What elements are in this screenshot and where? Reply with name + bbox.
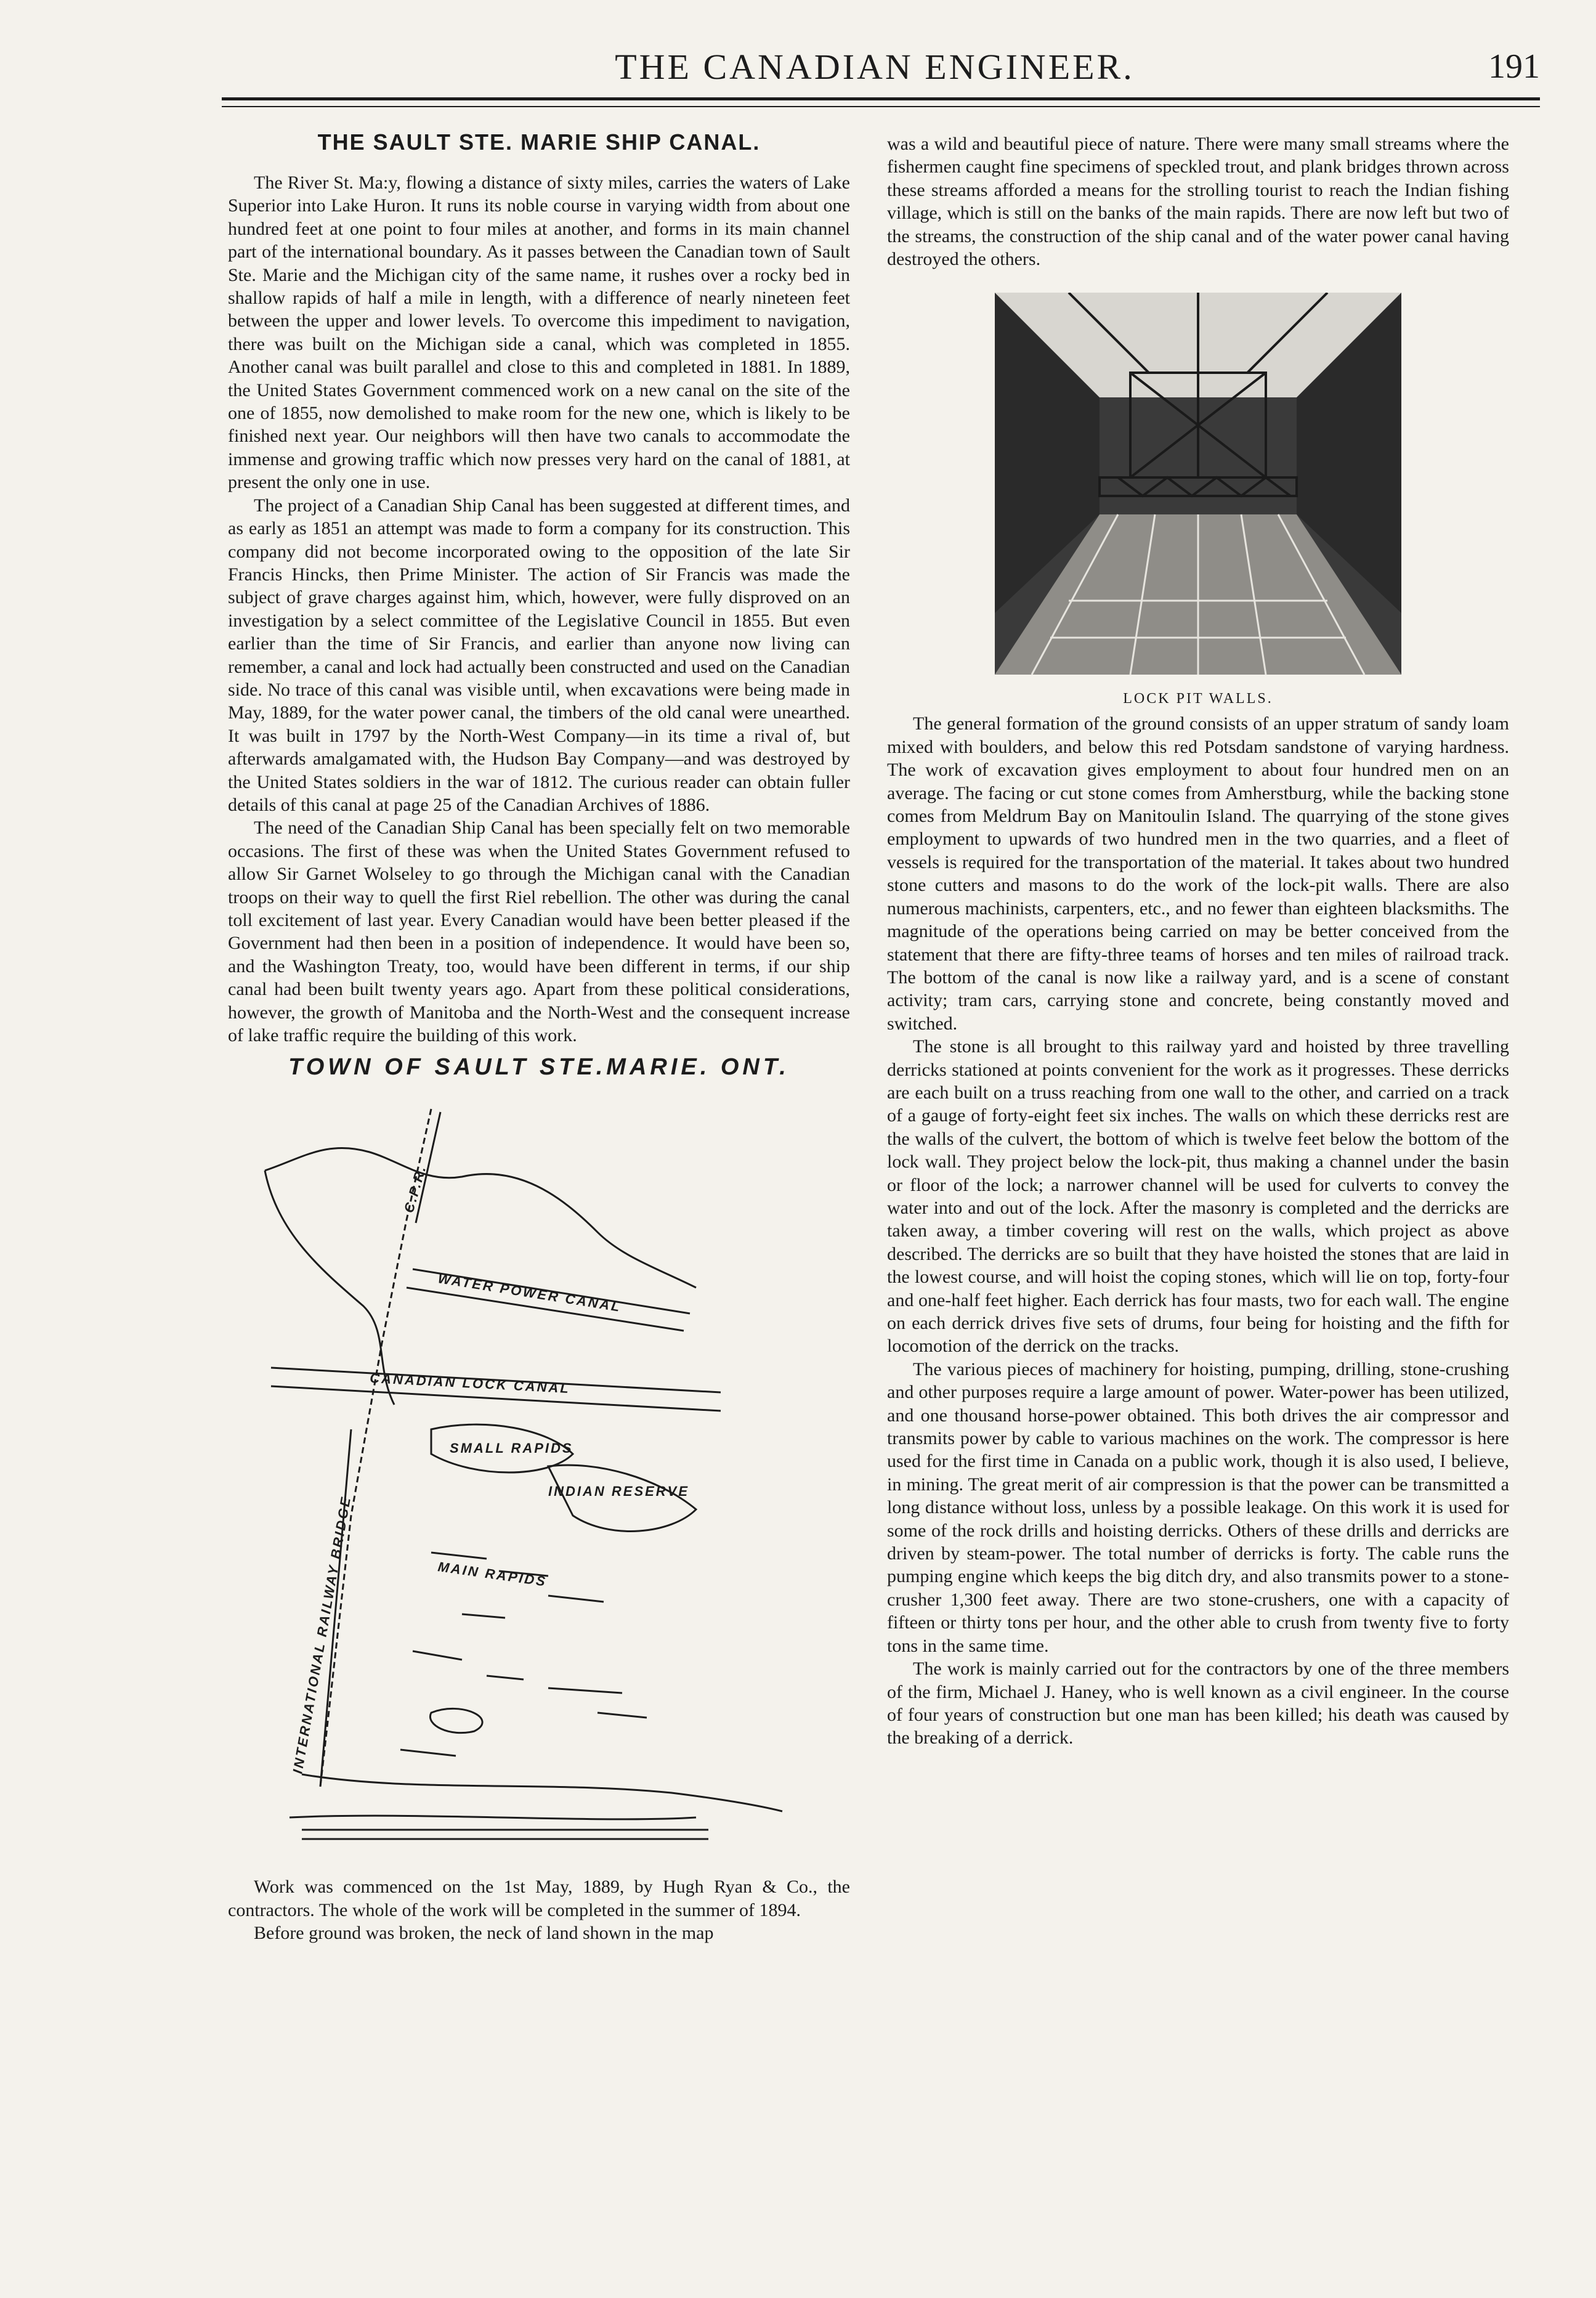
running-title: THE CANADIAN ENGINEER. xyxy=(615,46,1135,87)
header-rule-thin xyxy=(222,106,1540,107)
map-title: TOWN OF SAULT STE.MARIE. ONT. xyxy=(288,1054,790,1081)
map-label-canadian-canal: CANADIAN LOCK CANAL xyxy=(369,1370,571,1397)
map-label-water-power-canal: WATER POWER CANAL xyxy=(437,1270,623,1315)
lock-pit-photo-figure xyxy=(995,293,1401,707)
photo-caption: LOCK PIT WALLS. xyxy=(1123,691,1273,707)
paragraph-contractors: The work is mainly carried out for the contractors by one of the three members of the firm, Michael J. Haney, who is well known as a civil engineer. In the course of four years of construction but one man has been killed; his death was caused by the breaking of a derrick. xyxy=(887,1659,1509,1748)
page-number: 191 xyxy=(1488,47,1540,86)
town-map-figure xyxy=(228,1054,850,1867)
paragraph-work-commenced: Work was commenced on the 1st May, 1889, by Hugh Ryan & Co., the contractors. The whole of the work will be completed in the summer of 1894. xyxy=(228,1877,850,1920)
paragraph-ground-formation: The general formation of the ground consists of an upper stratum of sandy loam mixed with boulders, and below this red Potsdam sandstone of varying hardness. The work of excavation gives employment to about four hundred men on an average. The facing or cut stone comes from Amherstburg, while the backing stone comes from Meldrum Bay on Manitoulin Island. The quarrying of the stone gives employment to upwards of two hundred men in the two quarries, and a fleet of vessels is required for the transportation of the material. It takes about two hundred stone cutters and masons to do the work of the lock-pit walls. There are also numerous machinists, carpenters, etc., and no fewer than eighteen blacksmiths. The magnitude of the operations being carried on may be better conceived from the statement that there are fifty-three teams of horses and ten miles of railroad track. The bottom of the canal is now like a railway yard, and is a scene of constant activity; tram cars, carrying stone and concrete, being constantly moved and switched. xyxy=(887,713,1509,1034)
right-column xyxy=(887,132,1509,1750)
paragraph-canadian-project: The project of a Canadian Ship Canal has been suggested at different times, and as early as 1851 an attempt was made to form a company for its construction. This company did not become incorporated owing to the opposition of the late Sir Francis Hincks, then Prime Minister. The action of Sir Francis was made the subject of grave charges against him, which, however, were fully disproved on an investigation by a select committee of the Legislative Council in 1855. But even earlier than the time of Sir Francis, and earlier than anyone now living can remember, a canal and lock had actually been constructed and used on the Canadian side. No trace of this canal was visible until, when excavations were being made in May, 1889, for the water power canal, the timbers of the old canal were unearthed. It was built in 1797 by the North-West Company—in its time a rival of, but afterwards amalgamated with, the Hudson Bay Company—and was destroyed by the United States soldiers in the war of 1812. The curious reader can obtain fuller details of this canal at page 25 of the Canadian Archives of 1886. xyxy=(228,495,850,815)
paragraph-machinery: The various pieces of machinery for hoisting, pumping, drilling, stone-crushing and other purposes require a large amount of power. Water-power has been utilized, and one thousand horse-power obtained. This both drives the air compressor and transmits power by cable to various machines on the work. The compressor is here used for the first time in Canada on a public work, though it is also used, I believe, in mining. The great merit of air compression is that the power can be transmitted a long distance without loss, unless by a possible leakage. On this work it is used for some of the rock drills and hoisting derricks. Others of these drills and derricks are driven by steam-power. The total number of derricks is forty. The cable runs the pumping engine which keeps the big ditch dry, and also transmits power to a stone-crusher 1,300 feet away. There are two stone-crushers, one with a capacity of fifteen or thirty tons per hour, and the other able to crush from twenty five to forty tons in the same time. xyxy=(887,1358,1509,1656)
town-map-drawing xyxy=(228,1084,850,1867)
map-label-railway: C.P.R. xyxy=(400,1163,429,1215)
map-shoreline-north xyxy=(265,1148,696,1288)
paragraph-before-ground: Before ground was broken, the neck of land shown in the map xyxy=(254,1923,714,1944)
article-title: THE SAULT STE. MARIE SHIP CANAL. xyxy=(317,129,761,155)
paragraph-derricks: The stone is all brought to this railway yard and hoisted by three travelling derricks stationed at points convenient for the work as it progresses. These derricks are each built on a truss reaching from one wall to the other, and carried on a track of a gauge of forty-eight feet six inches. The walls on which these derricks rest are the walls of the culvert, the bottom of which is twelve feet below the bottom of the lock wall. They project below the lock-pit, thus making a channel under the basin or floor of the lock; a narrower channel will be used for culverts to convey the water into and out of the lock. After the masonry is completed and the derricks are taken away, a timber covering will rest on the walls, which project as above described. The derricks are so built that they have hoisted the stones that are laid in the lowest course, and will hoist the coping stones, which will lie on top, forty-four and one-half feet higher. Each derrick has four masts, two for each wall. The engine on each derrick drives five sets of drums, four being for hoisting and the fifth for locomotion of the derrick on the tracks. xyxy=(887,1036,1509,1357)
paragraph-need-of-canal: The need of the Canadian Ship Canal has been specially felt on two memorable occasions. The first of these was when the United States Government refused to allow Sir Garnet Wolseley to go through the Michigan canal with the Canadian troops on their way to quell the first Riel rebellion. The other was during the canal toll excitement of last year. Every Canadian would have been better pleased if the Government had then been in a position of independence. It would have been so, and the Washington Treaty, too, would have been different in terms, if our ship canal had been built twenty years ago. Apart from these political considerations, however, the growth of Manitoba and the North-West and the consequent increase of lake traffic require the building of this work. xyxy=(228,818,850,1046)
map-label-main-rapids: MAIN RAPIDS xyxy=(437,1559,548,1590)
map-bottom-edge xyxy=(302,1830,708,1839)
header-rule-thick xyxy=(222,97,1540,100)
paragraph-wild-nature: was a wild and beautiful piece of nature. There were many small streams where the fishermen caught fine specimens of speckled trout, and plank bridges thrown across these streams afforded a means for the strolling tourist to reach the Indian fishing village, which is still on the banks of the main rapids. There are now left but two of the streams, the construction of the ship canal and of the water power canal having destroyed the others. xyxy=(887,134,1509,270)
lock-pit-photo xyxy=(995,293,1401,675)
map-label-indian-reserve: INDIAN RESERVE xyxy=(548,1484,690,1500)
map-shoreline-west xyxy=(265,1171,394,1405)
map-label-railway-bridge: INTERNATIONAL RAILWAY BRIDGE xyxy=(290,1495,354,1776)
left-column xyxy=(228,123,850,1945)
map-shoreline-south xyxy=(302,1774,782,1811)
map-label-small-rapids: SMALL RAPIDS xyxy=(450,1440,573,1456)
paragraph-intro: The River St. Ma:y, flowing a distance of sixty miles, carries the waters of Lake Superior into Lake Huron. It runs its noble course in varying width from about one hundred feet at one point to four miles at another, and forms in its main channel part of the international boundary. As it passes between the Canadian town of Sault Ste. Marie and the Michigan city of the same name, it rushes over a rocky bed in shallow rapids of half a mile in length, with a difference of nearly nineteen feet between the upper and lower levels. To overcome this impediment to navigation, there was built on the Michigan side a canal, which was completed in 1855. Another canal was built parallel and close to this and completed in 1881. In 1889, the United States Government commenced work on a new canal on the site of the one of 1855, now demolished to make room for the new one, which is likely to be finished next year. Our neighbors will then have two canals to accommodate the immense and growing traffic which now presses very hard on the canal of 1881, at present the only one in use. xyxy=(228,173,850,493)
